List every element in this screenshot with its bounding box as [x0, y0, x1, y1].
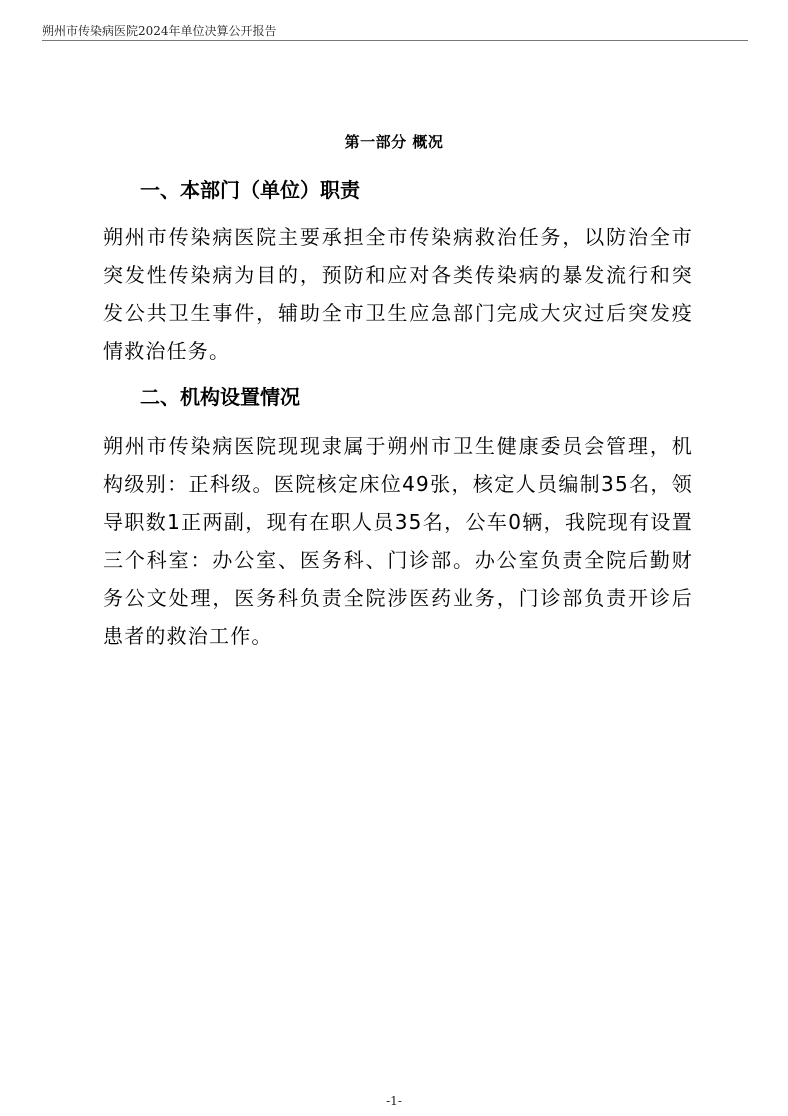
section-paragraph-responsibilities: 朔州市传染病医院主要承担全市传染病救治任务，以防治全市突发性传染病为目的，预防和应对各类传染病的暴发流行和突发公共卫生事件，辅助全市卫生应急部门完成大灾过后突发疫情救治任务。 — [103, 225, 693, 363]
page-number: -1- — [386, 1094, 402, 1108]
part-title: 第一部分 概况 — [344, 133, 444, 151]
running-header: 朔州市传染病医院2024年单位决算公开报告 — [42, 24, 277, 38]
section-heading-organization: 二、机构设置情况 — [140, 385, 300, 409]
header-divider — [42, 40, 748, 41]
section-heading-responsibilities: 一、本部门（单位）职责 — [140, 178, 360, 202]
section-paragraph-organization: 朔州市传染病医院现现隶属于朔州市卫生健康委员会管理，机构级别：正科级。医院核定床位49张，核定人员编制35名，领导职数1正两副，现有在职人员35名，公车0辆，我院现有设置三个科室：办公室、医务科、门诊部。办公室负责全院后勤财务公文处理，医务科负责全院涉医药业务，门诊部负责开诊后患者的救治工作。 — [103, 434, 693, 648]
